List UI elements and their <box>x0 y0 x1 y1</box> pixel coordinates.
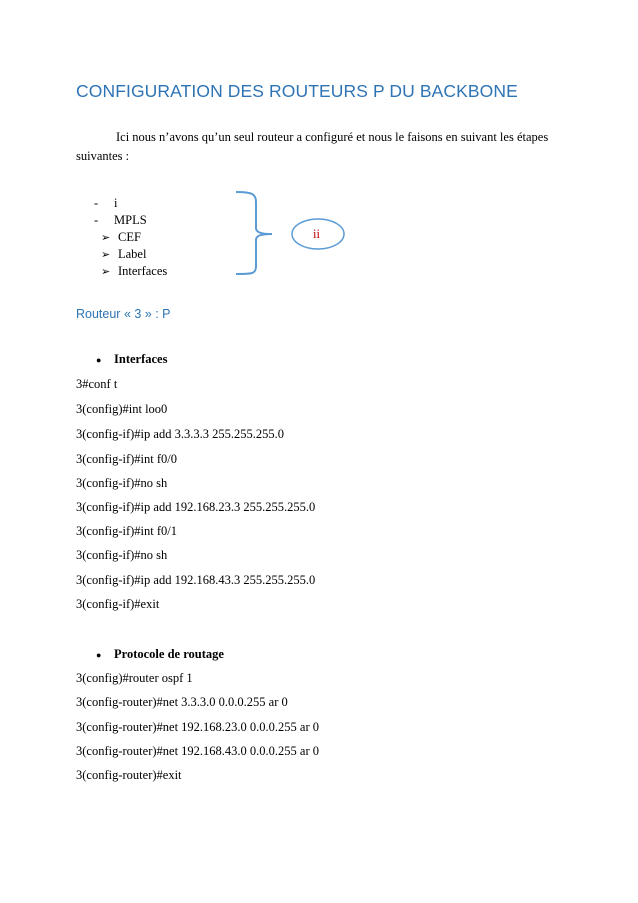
router-heading: Routeur « 3 » : P <box>76 307 171 321</box>
arrow-bullet-icon: ➢ <box>101 232 111 244</box>
command-line: 3(config)#router ospf 1 <box>76 671 193 685</box>
command-line: 3(config-router)#net 192.168.43.0 0.0.0.255 ar 0 <box>76 744 319 758</box>
command-line: 3(config)#int loo0 <box>76 402 168 416</box>
section-title-interfaces: Interfaces <box>114 352 168 366</box>
arrow-bullet-icon: ➢ <box>101 249 111 261</box>
command-line: 3(config-if)#int f0/1 <box>76 524 178 538</box>
substep-label: Label <box>118 247 147 261</box>
arrow-bullet-icon: ➢ <box>101 266 111 278</box>
step-marker: - <box>94 196 99 210</box>
command-line: 3(config-if)#ip add 192.168.43.3 255.255.255.0 <box>76 573 316 587</box>
section-title-routing: Protocole de routage <box>114 647 224 661</box>
command-line: 3(config-if)#no sh <box>76 548 168 562</box>
command-line: 3(config-router)#exit <box>76 768 182 782</box>
step-label-i: i <box>114 196 118 210</box>
intro-text-line1: Ici nous n’avons qu’un seul routeur a configuré et nous le faisons en suivant les étapes <box>116 130 549 144</box>
brace-diagram <box>230 188 360 278</box>
command-line: 3(config-if)#int f0/0 <box>76 452 178 466</box>
substep-cef: CEF <box>118 230 141 244</box>
command-line: 3(config-router)#net 192.168.23.0 0.0.0.255 ar 0 <box>76 720 319 734</box>
command-line: 3(config-router)#net 3.3.3.0 0.0.0.255 ar 0 <box>76 695 288 709</box>
command-line: 3(config-if)#no sh <box>76 476 168 490</box>
command-line: 3(config-if)#ip add 192.168.23.3 255.255.255.0 <box>76 500 316 514</box>
right-brace-shape <box>236 192 272 274</box>
bullet-dot-icon: ● <box>96 355 102 365</box>
page-heading: CONFIGURATION DES ROUTEURS P DU BACKBONE <box>76 81 518 101</box>
bullet-dot-icon: ● <box>96 650 102 660</box>
step-label-mpls: MPLS <box>114 213 147 227</box>
command-line: 3#conf t <box>76 377 118 391</box>
substep-interfaces: Interfaces <box>118 264 168 278</box>
intro-text-line2: suivantes : <box>76 149 130 163</box>
step-marker: - <box>94 213 99 227</box>
command-line: 3(config-if)#ip add 3.3.3.3 255.255.255.0 <box>76 427 284 441</box>
command-line: 3(config-if)#exit <box>76 597 160 611</box>
brace-label: ii <box>313 227 320 241</box>
